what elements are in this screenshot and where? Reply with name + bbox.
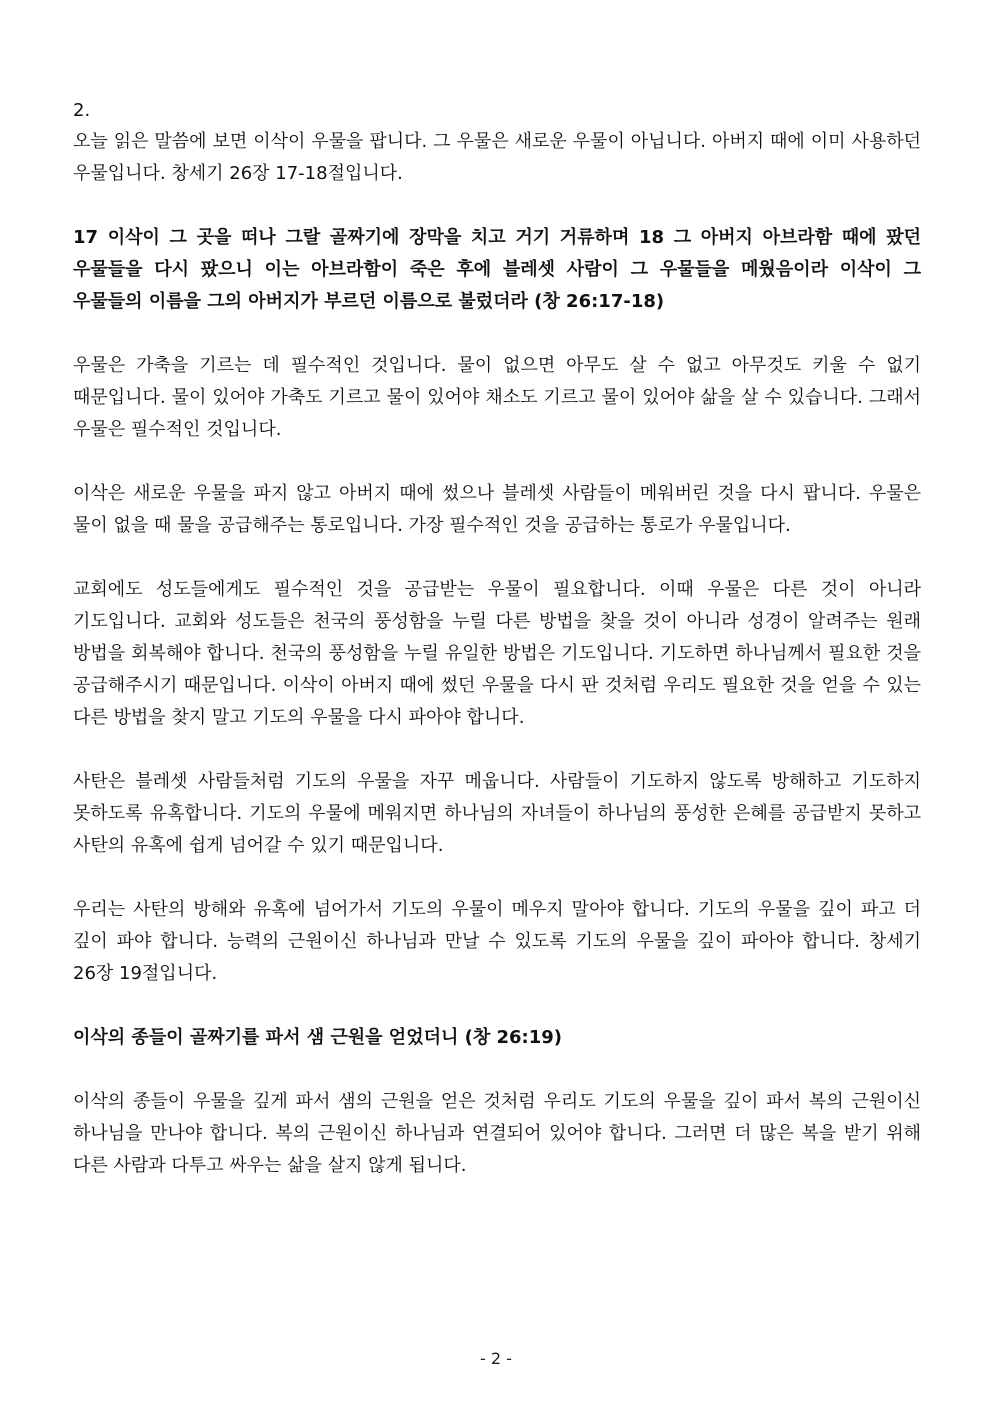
section-number: 2. — [73, 100, 91, 121]
body-paragraph-satan: 사탄은 블레셋 사람들처럼 기도의 우물을 자꾸 메웁니다. 사람들이 기도하지 않도록 방해하고 기도하지 못하도록 유혹합니다. 기도의 우물에 메워지면 하나님의 자녀들이 하나님의 풍성한 은혜를 공급받지 못하고 사탄의 유혹에 쉽게 넘어갈 수 있기 때문입니다. — [73, 771, 921, 856]
body-paragraph-well-essential: 우물은 가축을 기르는 데 필수적인 것입니다. 물이 없으면 아무도 살 수 없고 아무것도 키울 수 없기 때문입니다. 물이 있어야 가축도 기르고 물이 있어야 채소도 기르고 물이 있어야 삶을 살 수 있습니다. 그래서 우물은 필수적인 것입니다. — [73, 355, 921, 440]
paragraph-gap — [73, 318, 921, 350]
paragraph-gap — [73, 190, 921, 222]
paragraph-gap — [73, 990, 921, 1022]
body-paragraph-intro: 오늘 읽은 말씀에 보면 이삭이 우물을 팝니다. 그 우물은 새로운 우물이 아닙니다. 아버지 때에 이미 사용하던 우물입니다. 창세기 26장 17-18절입니다. — [73, 131, 921, 184]
body-paragraph-conclusion: 이삭의 종들이 우물을 깊게 파서 샘의 근원을 얻은 것처럼 우리도 기도의 우물을 깊이 파서 복의 근원이신 하나님을 만나야 합니다. 복의 근원이신 하나님과 연결되어 있어야 합니다. 그러면 더 많은 복을 받기 위해 다른 사람과 다투고 싸우는 삶을 살지 않게 됩니다. — [73, 1091, 921, 1176]
body-paragraph-isaac-digs: 이삭은 새로운 우물을 파지 않고 아버지 때에 썼으나 블레셋 사람들이 메워버린 것을 다시 팝니다. 우물은 물이 없을 때 물을 공급해주는 통로입니다. 가장 필수적인 것을 공급하는 통로가 우물입니다. — [73, 483, 921, 536]
paragraph-gap — [73, 734, 921, 766]
paragraph-gap — [73, 1054, 921, 1086]
scripture-quote-26-19: 이삭의 종들이 골짜기를 파서 샘 근원을 얻었더니 (창 26:19) — [73, 1027, 563, 1048]
body-paragraph-prayer-well: 교회에도 성도들에게도 필수적인 것을 공급받는 우물이 필요합니다. 이때 우물은 다른 것이 아니라 기도입니다. 교회와 성도들은 천국의 풍성함을 누릴 다른 방법을 찾을 것이 아니라 성경이 알려주는 원래 방법을 회복해야 합니다. 천국의 풍성함을 누릴 유일한 방법은 기도입니다. 기도하면 하나님께서 필요한 것을 공급해주시기 때문입니다. 이삭이 아버지 때에 썼던 우물을 다시 판 것처럼 우리도 필요한 것을 얻을 수 있는 다른 방법을 찾지 말고 기도의 우물을 다시 파아야 합니다. — [73, 579, 921, 728]
page-number: - 2 - — [480, 1349, 512, 1368]
document-page — [73, 96, 921, 1182]
scripture-quote-26-17-18: 17 이삭이 그 곳을 떠나 그랄 골짜기에 장막을 치고 거기 거류하며 18 그 아버지 아브라함 때에 팠던 우물들을 다시 팠으니 이는 아브라함이 죽은 후에 블레셋 사람이 그 우물들을 메웠음이라 이삭이 그 우물들의 이름을 그의 아버지가 부르던 이름으로 불렀더라 (창 26:17-18) — [73, 227, 921, 312]
paragraph-gap — [73, 862, 921, 894]
paragraph-gap — [73, 446, 921, 478]
body-paragraph-dig-deep: 우리는 사탄의 방해와 유혹에 넘어가서 기도의 우물이 메우지 말아야 합니다. 기도의 우물을 깊이 파고 더 깊이 파야 합니다. 능력의 근원이신 하나님과 만날 수 있도록 기도의 우물을 깊이 파아야 합니다. 창세기 26장 19절입니다. — [73, 899, 921, 984]
paragraph-gap — [73, 542, 921, 574]
